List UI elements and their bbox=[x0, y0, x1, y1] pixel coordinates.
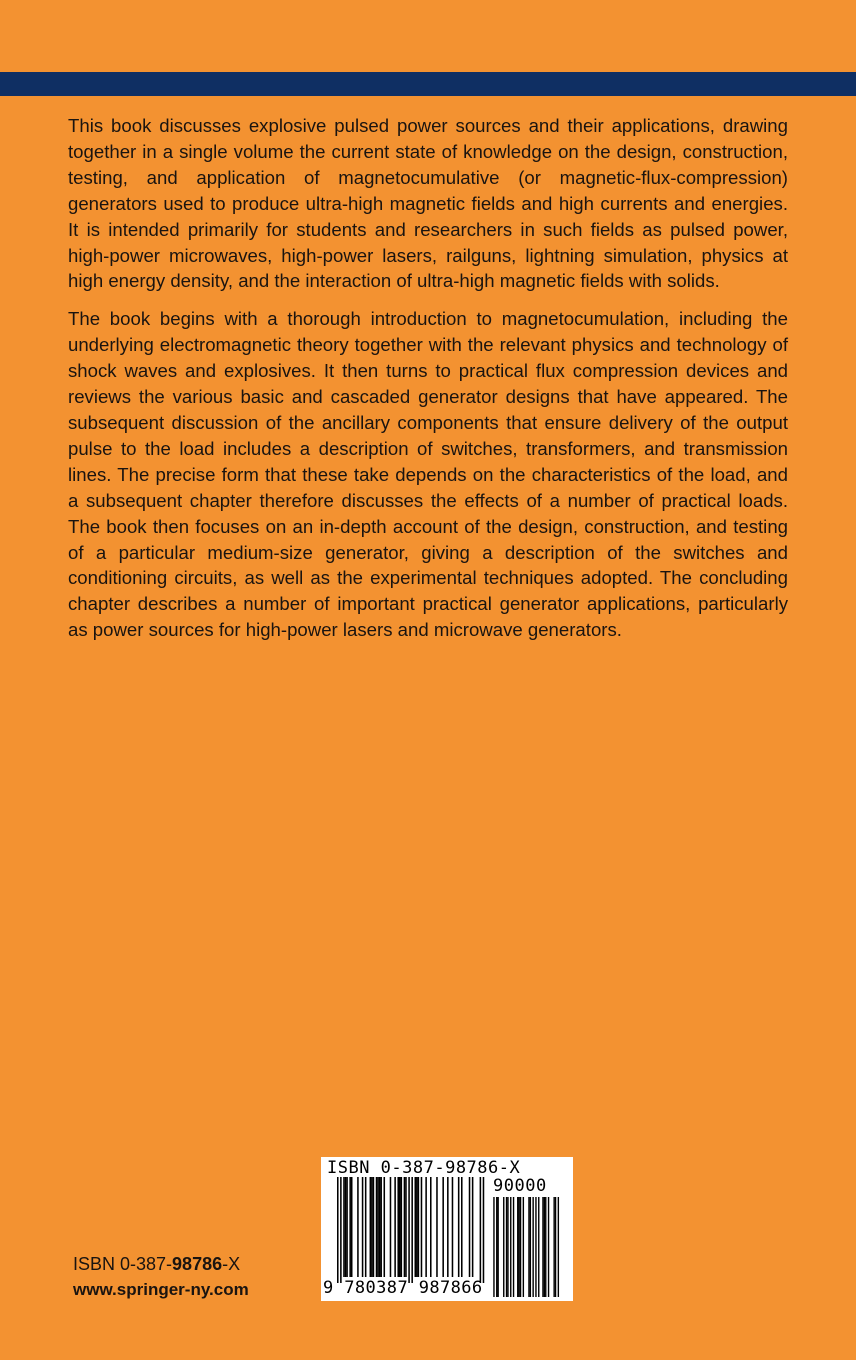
ean-bar bbox=[469, 1177, 471, 1277]
ean-bar bbox=[384, 1177, 386, 1277]
ean-bar bbox=[351, 1177, 353, 1277]
isbn-number bbox=[73, 1253, 240, 1275]
price-bar bbox=[507, 1197, 508, 1297]
ean-bar bbox=[399, 1177, 401, 1277]
price-bar bbox=[520, 1197, 521, 1297]
ean-bar bbox=[425, 1177, 427, 1277]
price-bar bbox=[530, 1197, 531, 1297]
isbn-bold-part: 98786 bbox=[172, 1254, 223, 1274]
ean-bar bbox=[340, 1177, 342, 1283]
price-bar bbox=[493, 1197, 494, 1297]
price-bar bbox=[496, 1197, 497, 1297]
ean-bar bbox=[346, 1177, 348, 1277]
ean-bar bbox=[345, 1177, 347, 1277]
ean-bar bbox=[408, 1177, 410, 1283]
isbn-prefix: ISBN 0-387- bbox=[73, 1254, 173, 1274]
ean-bar bbox=[376, 1177, 378, 1277]
price-bar bbox=[553, 1197, 554, 1297]
barcode-ean-digits: 9 780387 987866 bbox=[323, 1278, 483, 1298]
ean-bar bbox=[430, 1177, 432, 1277]
ean-bar bbox=[415, 1177, 417, 1277]
price-bar bbox=[503, 1197, 504, 1297]
ean-bar bbox=[380, 1177, 382, 1277]
ean-bar bbox=[362, 1177, 364, 1277]
ean-bar bbox=[379, 1177, 381, 1277]
publisher-website-link[interactable]: www.springer-ny.com bbox=[73, 1280, 249, 1299]
price-bar bbox=[555, 1197, 556, 1297]
top-color-band bbox=[0, 72, 856, 96]
price-bar bbox=[544, 1197, 545, 1297]
ean-bar bbox=[401, 1177, 403, 1277]
ean-bar bbox=[370, 1177, 372, 1277]
price-bar bbox=[548, 1197, 549, 1297]
price-bar bbox=[513, 1197, 514, 1297]
ean-bar bbox=[447, 1177, 449, 1277]
ean-bar bbox=[480, 1177, 482, 1283]
ean-bar bbox=[442, 1177, 444, 1277]
price-bar bbox=[542, 1197, 543, 1297]
ean-bar bbox=[418, 1177, 420, 1277]
ean-bar bbox=[472, 1177, 474, 1277]
price-bar bbox=[510, 1197, 511, 1297]
price-bar bbox=[518, 1197, 519, 1297]
ean-bar bbox=[349, 1177, 351, 1277]
price-bar bbox=[545, 1197, 546, 1297]
price-bar bbox=[535, 1197, 536, 1297]
price-bar bbox=[523, 1197, 524, 1297]
price-bar bbox=[506, 1197, 507, 1297]
ean-bar bbox=[416, 1177, 418, 1277]
barcode-isbn-text: ISBN 0-387-98786-X bbox=[327, 1158, 521, 1178]
price-bar bbox=[532, 1197, 533, 1297]
ean-bar bbox=[343, 1177, 345, 1277]
ean-bar bbox=[452, 1177, 454, 1277]
price-bar bbox=[528, 1197, 529, 1297]
ean-bar bbox=[404, 1177, 406, 1277]
barcode-label bbox=[321, 1157, 573, 1301]
ean-bar bbox=[377, 1177, 379, 1277]
isbn-suffix: -X bbox=[222, 1254, 241, 1274]
ean-bar bbox=[390, 1177, 392, 1277]
price-bar bbox=[497, 1197, 498, 1297]
price-bar bbox=[558, 1197, 559, 1297]
description-paragraph-2: The book begins with a thorough introduction to magnetocumulation, including the underlying electromagnetic theory together with the relevant physics and technology of shock waves and explosives. It then turns to practical flux compression devices and reviews the various basic and cascaded generator designs that have appeared. The subsequent discussion of the ancillary components that ensure delivery of the output pulse to the load includes a description of switches, transformers, and transmission lines. The precise form that these take depends on the characteristics of the load, and a subsequent chapter therefore discusses the effects of a number of practical loads. The book then focuses on an in-depth account of the design, construction, and testing of a particular medium-size generator, giving a description of the switches and conditioning circuits, as well as the experimental techniques adopted. The concluding chapter describes a number of important practical generator applications, particularly as power sources for high-power lasers and microwave generators. bbox=[68, 308, 788, 641]
ean-bar bbox=[394, 1177, 396, 1277]
ean-bar bbox=[397, 1177, 399, 1277]
price-bar bbox=[517, 1197, 518, 1297]
ean-bar bbox=[461, 1177, 463, 1277]
barcode-price-code: 90000 bbox=[493, 1176, 547, 1196]
ean-bar bbox=[365, 1177, 367, 1277]
ean-bar bbox=[337, 1177, 339, 1283]
ean-bar bbox=[373, 1177, 375, 1277]
ean-bar bbox=[436, 1177, 438, 1277]
ean-bar bbox=[371, 1177, 373, 1277]
ean-bar bbox=[421, 1177, 423, 1277]
description-paragraph-1: This book discusses explosive pulsed power sources and their applications, drawing together in a single volume the current state of knowledge on the design, construction, testing, and application of magnetocumulative (or magnetic-flux-​compression) generators used to produce ultra-high magnetic fields and high currents and energies. It is intended primarily for students and researchers in such fields as pulsed power, high-power microwaves, high-power lasers, railguns, lightning simulation, physics at high energy density, and the interaction of ultra-high magnetic fields with solids. bbox=[68, 115, 788, 292]
ean-bar bbox=[357, 1177, 359, 1277]
ean-bar bbox=[483, 1177, 485, 1283]
ean-bar bbox=[458, 1177, 460, 1277]
ean-bar bbox=[405, 1177, 407, 1277]
price-bar bbox=[538, 1197, 539, 1297]
ean-bar bbox=[411, 1177, 413, 1283]
back-cover-description bbox=[68, 113, 788, 655]
